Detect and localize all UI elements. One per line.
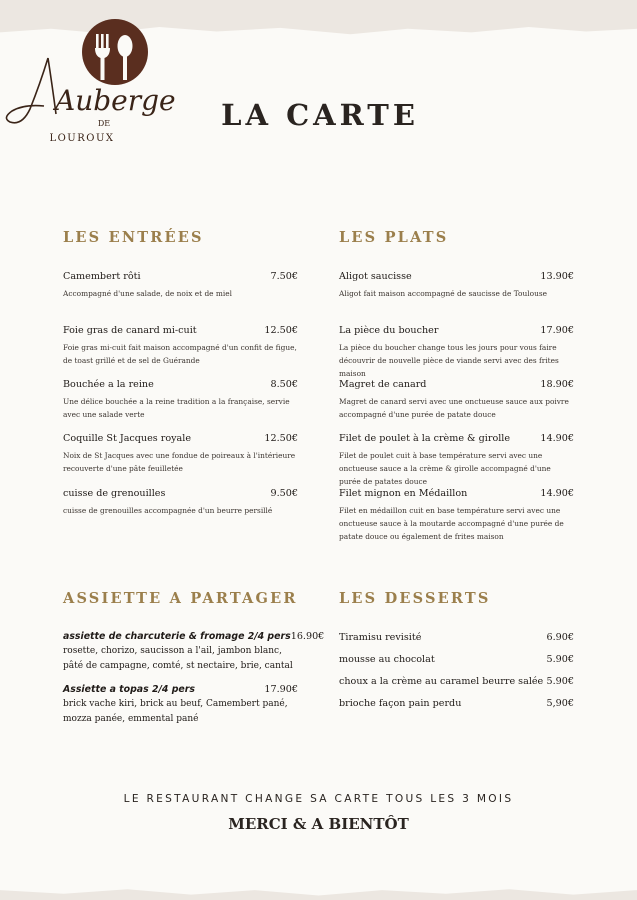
item-description: Accompagné d'une salade, de noix et de miel [63, 289, 233, 298]
menu-item-magret [339, 379, 574, 422]
item-name: assiette de charcuterie & fromage 2/4 pers [63, 631, 291, 642]
item-name: Magret de canard [339, 379, 427, 390]
menu-item-bouchee [63, 379, 298, 422]
section-title-desserts: LES DESSERTS [339, 590, 491, 607]
item-description: Foie gras mi-cuit fait maison accompagné d'un confit de figue, de toast grillé et de sel de Guérande [63, 343, 297, 365]
menu-item-foie-gras [63, 325, 298, 368]
restaurant-logo [0, 14, 176, 144]
item-price: 12.50€ [264, 325, 298, 336]
logo-circle [82, 19, 148, 85]
item-price: 5.90€ [546, 654, 574, 665]
item-description: Une délice bouchée a la reine tradition a la française, servie avec une salade verte [63, 397, 290, 419]
menu-item-aligot [339, 271, 574, 301]
item-price: 16.90€ [290, 631, 325, 642]
item-name: Bouchée a la reine [63, 379, 154, 390]
menu-item-tapas [63, 684, 298, 727]
item-name: brioche façon pain perdu [339, 698, 462, 709]
section-title-entrees: LES ENTRÉES [63, 229, 204, 246]
menu-title: LA CARTE [221, 98, 419, 132]
menu-item-piece-boucher [339, 325, 574, 380]
menu-item-camembert [63, 271, 298, 301]
menu-item-brioche [339, 698, 574, 709]
item-price: 5,90€ [546, 698, 574, 709]
item-description: Magret de canard servi avec une onctueuse sauce aux poivre accompagné d'une purée de patate douce [339, 397, 569, 419]
item-price: 14.90€ [540, 433, 574, 444]
item-description: La pièce du boucher change tous les jours pour vous faire découvrir de nouvelle pièce de viande servi avec des frites maison [339, 343, 559, 378]
item-price: 13.90€ [540, 271, 574, 282]
item-name: Filet de poulet à la crème & girolle [339, 433, 511, 444]
item-price: 6.90€ [546, 632, 574, 643]
item-price: 17.90€ [540, 325, 574, 336]
menu-item-coquille [63, 433, 298, 476]
item-name: mousse au chocolat [339, 654, 435, 665]
logo-de: DE [97, 119, 111, 128]
item-name: Aligot saucisse [339, 271, 412, 282]
item-price: 12.50€ [264, 433, 298, 444]
menu-item-filet-poulet [339, 433, 574, 488]
item-name: Coquille St Jacques royale [63, 433, 192, 444]
footer-note: LE RESTAURANT CHANGE SA CARTE TOUS LES 3 MOIS [123, 793, 514, 805]
menu-item-mousse [339, 654, 574, 665]
menu-item-tiramisu [339, 632, 574, 643]
item-description: cuisse de grenouilles accompagnée d'un beurre persillé [63, 506, 273, 515]
item-price: 17.90€ [264, 684, 298, 695]
item-name: Filet mignon en Médaillon [339, 488, 468, 499]
item-name: Foie gras de canard mi-cuit [63, 325, 197, 336]
item-price: 8.50€ [270, 379, 298, 390]
item-name: Tiramisu revisité [339, 632, 422, 643]
item-name: Camembert rôti [63, 271, 141, 282]
item-name: Assiette a topas 2/4 pers [63, 684, 195, 695]
item-price: 18.90€ [540, 379, 574, 390]
item-price: 7.50€ [270, 271, 298, 282]
section-title-plats: LES PLATS [339, 229, 449, 246]
item-description: Aligot fait maison accompagné de saucisse de Toulouse [339, 289, 547, 298]
item-description: rosette, chorizo, saucisson a l'ail, jambon blanc, pâté de campagne, comté, st nectaire, brie, cantal [63, 646, 293, 671]
item-description: brick vache kiri, brick au beuf, Camembert pané, mozza panée, emmental pané [63, 699, 288, 724]
item-name: La pièce du boucher [339, 325, 439, 336]
section-title-partager: ASSIETTE A PARTAGER [63, 590, 298, 607]
item-description: Noix de St Jacques avec une fondue de poireaux à l'intérieure recouverte d'une pâte feuilletée [63, 451, 296, 473]
item-name: choux a la crème au caramel beurre salée [339, 676, 544, 687]
logo-name: Auberge [55, 84, 176, 117]
item-description: Filet en médaillon cuit en base température servi avec une onctueuse sauce à la moutarde accompagné d'une purée de patate douce ou également de frites maison [339, 506, 564, 541]
footer-thanks: MERCI & A BIENTÔT [228, 815, 409, 833]
menu-item-choux [339, 676, 574, 687]
logo-place: LOUROUX [49, 133, 115, 144]
menu-item-charcuterie [63, 631, 325, 674]
item-price: 5.90€ [546, 676, 574, 687]
item-price: 14.90€ [540, 488, 574, 499]
item-price: 9.50€ [270, 488, 298, 499]
item-description: Filet de poulet cuit à base température servi avec une onctueuse sauce a la crème & girolle accompagné d'une purée de patates douce [339, 451, 551, 486]
menu-item-filet-mignon [339, 488, 574, 543]
item-name: cuisse de grenouilles [63, 488, 166, 499]
menu-item-grenouilles [63, 488, 298, 518]
